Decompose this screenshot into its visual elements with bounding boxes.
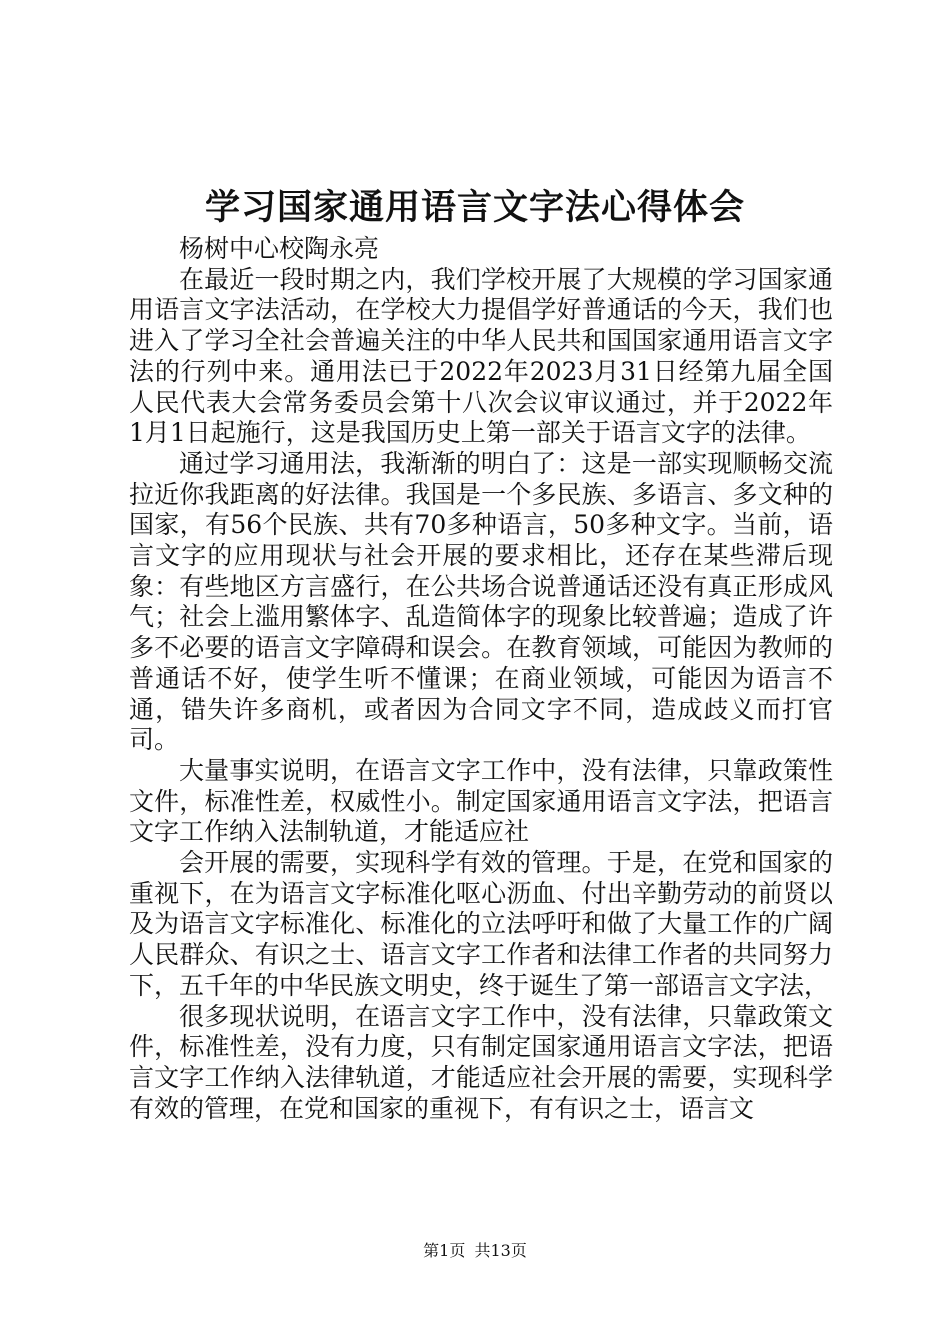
paragraph-3: 大量事实说明，在语言文字工作中，没有法律，只靠政策性文件，标准性差，权威性小。制定国家通用语言文字法，把语言文字工作纳入法制轨道，才能适应社 xyxy=(129,755,833,847)
paragraph-5: 很多现状说明，在语言文字工作中，没有法律，只靠政策文件，标准性差，没有力度，只有制定国家通用语言文字法，把语言文字工作纳入法律轨道，才能适应社会开展的需要，实现科学有效的管理，在党和国家的重视下，有有识之士，语言文 xyxy=(129,1001,833,1123)
paragraph-1: 在最近一段时期之内，我们学校开展了大规模的学习国家通用语言文字法活动，在学校大力提倡学好普通话的今天，我们也进入了学习全社会普遍关注的中华人民共和国国家通用语言文字法的行列中来。通用法已于2022年2023月31日经第九届全国人民代表大会常务委员会第十八次会议审议通过，并于2022年1月1日起施行，这是我国历史上第一部关于语言文字的法律。 xyxy=(129,264,833,448)
page-footer xyxy=(0,1240,950,1262)
document-title: 学习国家通用语言文字法心得体会 xyxy=(204,187,745,228)
page-number: 第1页 xyxy=(423,1241,466,1260)
paragraph-4: 会开展的需要，实现科学有效的管理。于是，在党和国家的重视下，在为语言文字标准化呕心沥血、付出辛勤劳动的前贤以及为语言文字标准化、标准化的立法呼吁和做了大量工作的广阔人民群众、有识之士、语言文字工作者和法律工作者的共同努力下，五千年的中华民族文明史，终于诞生了第一部语言文字法， xyxy=(129,848,833,1000)
author-line: 杨树中心校陶永亮 xyxy=(179,234,380,263)
document-body xyxy=(129,234,833,1124)
page-total: 共13页 xyxy=(474,1241,527,1260)
paragraph-2: 通过学习通用法，我渐渐的明白了：这是一部实现顺畅交流拉近你我距离的好法律。我国是一个多民族、多语言、多文种的国家，有56个民族、共有70多种语言，50多种文字。当前，语言文字的应用现状与社会开展的要求相比，还存在某些滞后现象：有些地区方言盛行，在公共场合说普通话还没有真正形成风气；社会上滥用繁体字、乱造简体字的现象比较普遍；造成了许多不必要的语言文字障碍和误会。在教育领域，可能因为教师的普通话不好，使学生听不懂课；在商业领域，可能因为语言不通，错失许多商机，或者因为合同文字不同，造成歧义而打官司。 xyxy=(129,448,833,755)
